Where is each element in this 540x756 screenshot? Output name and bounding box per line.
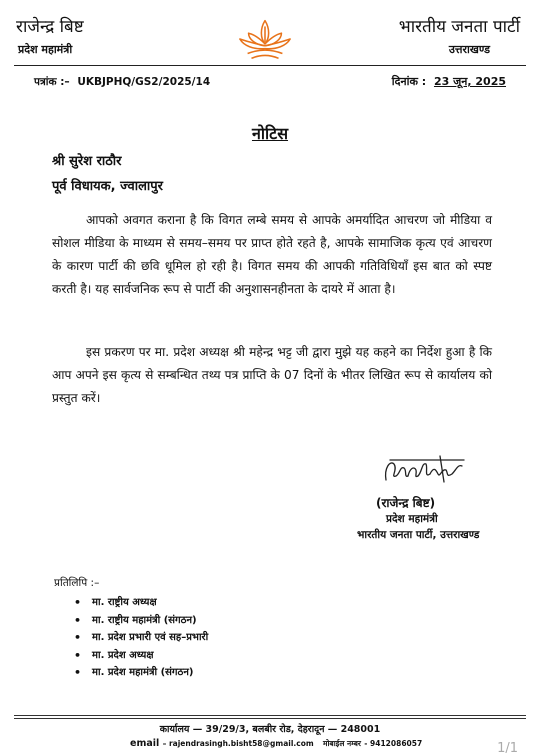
bullet-icon: • <box>74 631 82 644</box>
office-address: कार्यालय — 39/29/3, बलबीर रोड, देहरादून — 248001 <box>159 724 381 735</box>
bullet-icon: • <box>74 666 82 679</box>
footer-divider <box>14 715 526 716</box>
copy-to-label: प्रतिलिपि :– <box>54 577 100 589</box>
header-divider <box>14 65 526 66</box>
party-name: भारतीय जनता पार्टी <box>398 17 520 37</box>
handwritten-signature <box>380 452 470 488</box>
reference-label: पत्रांक :– <box>34 76 70 88</box>
sender-name: राजेन्द्र बिष्ट <box>16 17 84 37</box>
email-label: email <box>130 738 160 749</box>
reference-value: UKBJPHQ/GS2/2025/14 <box>77 76 211 88</box>
notice-title: नोटिस <box>251 124 289 143</box>
lotus-icon <box>236 14 294 64</box>
list-item <box>70 629 208 647</box>
copy-to-list <box>70 594 208 682</box>
copy-recipient: मा. प्रदेश अध्यक्ष <box>92 649 154 661</box>
list-item <box>70 664 208 682</box>
signatory-post: प्रदेश महामंत्री <box>386 513 438 525</box>
signatory-name: (राजेन्द्र बिष्ट) <box>376 496 436 510</box>
bullet-icon: • <box>74 596 82 609</box>
addressee-designation: पूर्व विधायक, ज्वालापुर <box>52 179 163 194</box>
list-item <box>70 647 208 665</box>
addressee-name: श्री सुरेश राठौर <box>52 154 122 169</box>
bullet-icon: • <box>74 648 82 662</box>
party-state: उत्तराखण्ड <box>448 43 490 56</box>
body-paragraph-2: इस प्रकरण पर मा. प्रदेश अध्यक्ष श्री महेन्द्र भट्ट जी द्वारा मुझे यह कहने का निर्देश हुआ है कि आप अपने इस कृत्य से सम्बन्धित तथ्य पत्र प्राप्ति के 07 दिनों के भीतर लिखित रूप से कार्यालय को प्रस्तुत करें। <box>52 345 492 405</box>
date-value: 23 जून, 2025 <box>433 75 506 88</box>
letter-date <box>392 74 506 89</box>
page-number: 1/1 <box>497 741 518 756</box>
footer-contact <box>130 738 422 749</box>
list-item <box>70 594 208 612</box>
copy-recipient: मा. प्रदेश प्रभारी एवं सह–प्रभारी <box>92 632 209 643</box>
date-label: दिनांक : <box>391 75 427 88</box>
footer-divider-secondary <box>14 718 526 719</box>
copy-recipient: मा. राष्ट्रीय अध्यक्ष <box>92 597 157 608</box>
mobile-label: मोबाईल नम्बर <box>322 739 361 748</box>
body-paragraph-1: आपको अवगत कराना है कि विगत लम्बे समय से आपके अमर्यादित आचरण जो मीडिया व सोशल मीडिया के माध्यम से समय–समय पर प्राप्त होते रहते है, आपके सामाजिक कृत्य एवं आचरण के कारण पार्टी की छवि धूमिल हो रही है। विगत समय की आपकी गतिविधियाँ इस बात को स्पष्ट करती है। यह सार्वजनिक रूप से पार्टी की अनुशासनहीनता के दायरे में आता है। <box>52 213 492 296</box>
email-address: – rajendrasingh.bisht58@gmail.com <box>162 739 314 748</box>
bullet-icon: • <box>74 613 82 627</box>
reference-number <box>34 75 210 89</box>
copy-recipient: मा. राष्ट्रीय महामंत्री (संगठन) <box>92 614 197 626</box>
copy-recipient: मा. प्रदेश महामंत्री (संगठन) <box>92 667 194 678</box>
signatory-organization: भारतीय जनता पार्टी, उत्तराखण्ड <box>357 529 480 541</box>
mobile-number: - 9412086057 <box>364 739 423 748</box>
list-item <box>70 612 208 630</box>
sender-post: प्रदेश महामंत्री <box>18 43 73 56</box>
